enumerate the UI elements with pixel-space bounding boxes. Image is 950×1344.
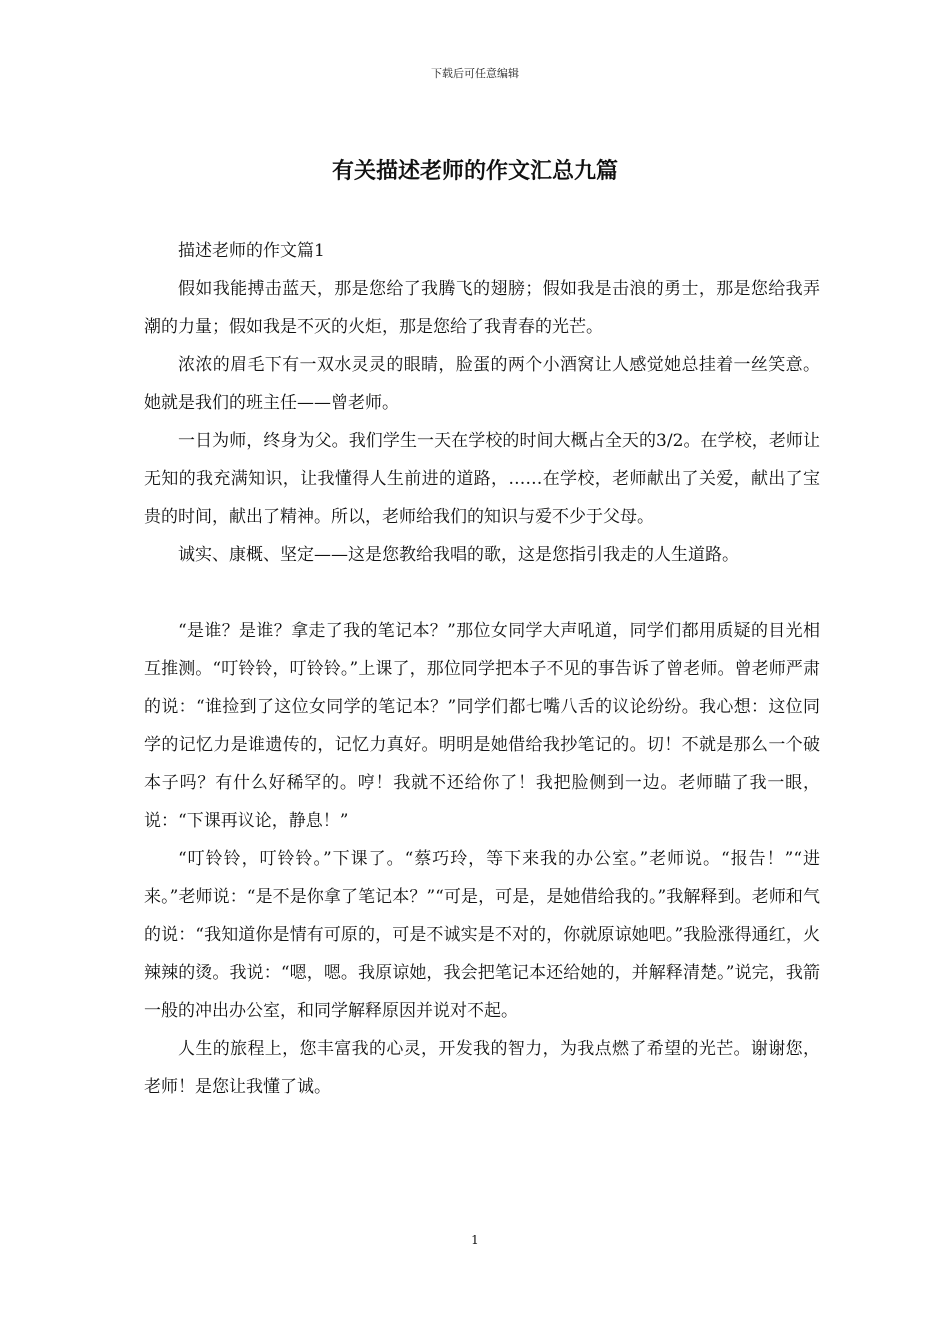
- document-body: [144, 232, 820, 1106]
- paragraph-3: 一日为师，终身为父。我们学生一天在学校的时间大概占全天的3/2。在学校，老师让无知的我充满知识，让我懂得人生前进的道路，……在学校，老师献出了关爱，献出了宝贵的时间，献出了精神。所以，老师给我们的知识与爱不少于父母。: [144, 431, 820, 527]
- page-header-note: 下载后可任意编辑: [431, 67, 519, 80]
- document-title: 有关描述老师的作文汇总九篇: [331, 158, 618, 184]
- paragraph-6: “叮铃铃，叮铃铃。”下课了。“蔡巧玲，等下来我的办公室。”老师说。“报告！”“进来。”老师说：“是不是你拿了笔记本？”“可是，可是，是她借给我的。”我解释到。老师和气的说：“我知道你是情有可原的，可是不诚实是不对的，你就原谅她吧。”我脸涨得通红，火辣辣的烫。我说：“嗯，嗯。我原谅她，我会把笔记本还给她的，并解释清楚。”说完，我箭一般的冲出办公室，和同学解释原因并说对不起。: [144, 849, 820, 1021]
- section-heading: 描述老师的作文篇1: [178, 241, 325, 261]
- paragraph-1: 假如我能搏击蓝天，那是您给了我腾飞的翅膀；假如我是击浪的勇士，那是您给我弄潮的力量；假如我是不灭的火炬，那是您给了我青春的光芒。: [144, 279, 820, 337]
- paragraph-spacer: [144, 574, 820, 612]
- page-number: 1: [471, 1233, 479, 1247]
- paragraph-4: 诚实、康概、坚定——这是您教给我唱的歌，这是您指引我走的人生道路。: [178, 545, 739, 565]
- paragraph-7: 人生的旅程上，您丰富我的心灵，开发我的智力，为我点燃了希望的光芒。谢谢您，老师！是您让我懂了诚。: [144, 1039, 820, 1097]
- paragraph-5: “是谁？是谁？拿走了我的笔记本？”那位女同学大声吼道，同学们都用质疑的目光相互推测。“叮铃铃，叮铃铃。”上课了，那位同学把本子不见的事告诉了曾老师。曾老师严肃的说：“谁捡到了这位女同学的笔记本？”同学们都七嘴八舌的议论纷纷。我心想：这位同学的记忆力是谁遗传的，记忆力真好。明明是她借给我抄笔记的。切！不就是那么一个破本子吗？有什么好稀罕的。哼！我就不还给你了！我把脸侧到一边。老师瞄了我一眼，说：“下课再议论，静息！”: [144, 621, 820, 831]
- paragraph-2: 浓浓的眉毛下有一双水灵灵的眼睛，脸蛋的两个小酒窝让人感觉她总挂着一丝笑意。她就是我们的班主任——曾老师。: [144, 355, 820, 413]
